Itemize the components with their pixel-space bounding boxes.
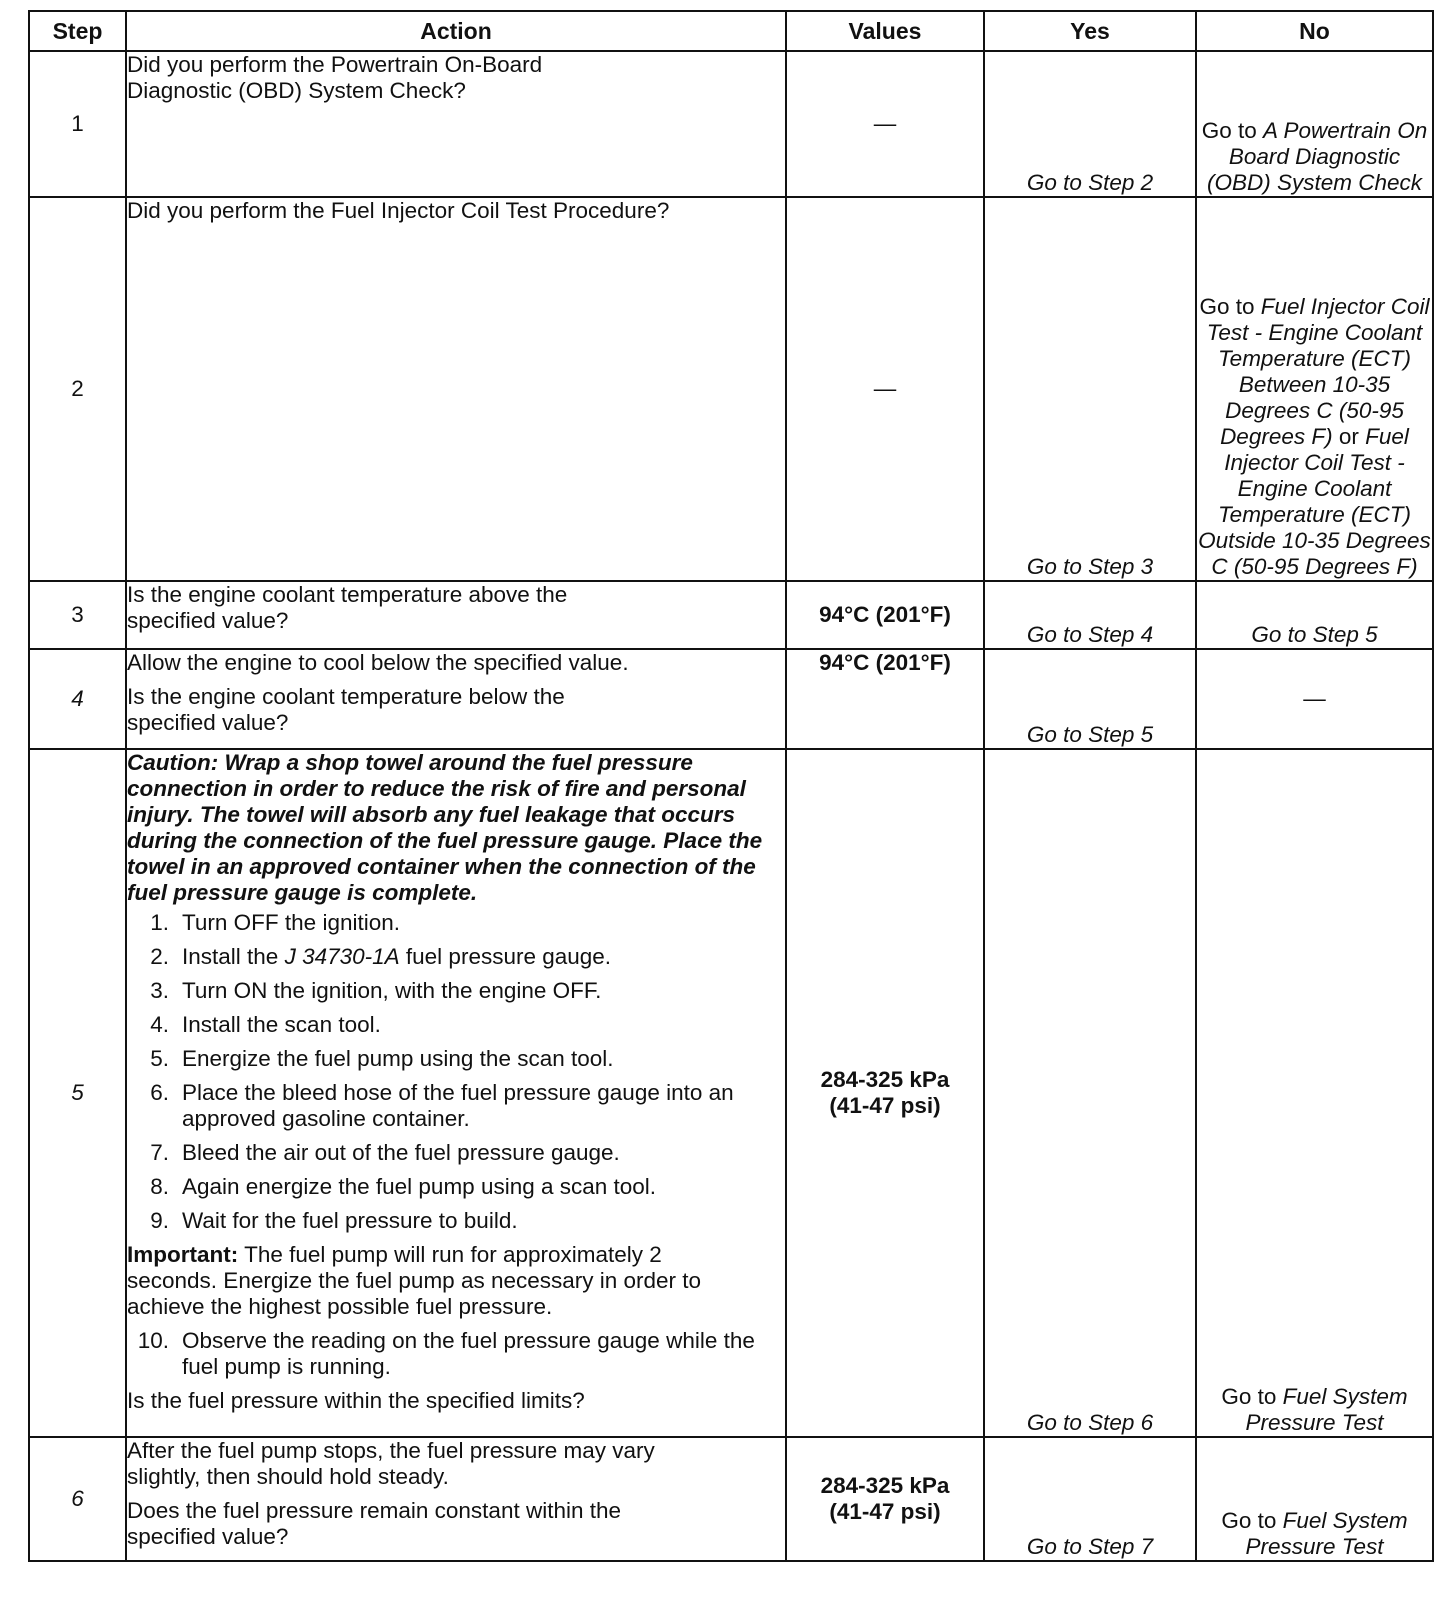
action-text [126,749,786,1437]
header-row [29,11,1433,51]
action-instruction: After the fuel pump stops, the fuel pressure may vary slightly, then should hold steady. [127,1438,655,1489]
header-no: No [1196,11,1433,51]
list-item [127,1012,785,1038]
list-item [127,1328,785,1380]
step-number: 1 [29,51,126,197]
list-number: 4. [150,1012,169,1037]
value-cell [786,749,984,1437]
no-prefix: Go to [1221,1508,1277,1533]
list-text: Install the [182,944,285,969]
table-row [29,197,1433,581]
no-reference-2: Fuel Injector Coil Test - Engine Coolant Temperature (ECT) Outside 10-35 Degrees C (50-95 Degrees F) [1198,424,1431,579]
yes-link[interactable]: Go to Step 4 [984,581,1196,649]
list-number: 3. [150,978,169,1003]
list-item [127,1080,785,1132]
table-row [29,1437,1433,1561]
list-item [127,944,785,970]
no-prefix: Go to [1201,118,1257,143]
yes-link[interactable]: Go to Step 7 [984,1437,1196,1561]
list-number: 7. [150,1140,169,1165]
list-text: Energize the fuel pump using the scan tool. [182,1046,614,1071]
action-question: Does the fuel pressure remain constant within the specified value? [127,1498,622,1549]
procedure-list-continued [127,1328,785,1380]
list-text: Install the scan tool. [182,1012,381,1037]
value-cell: 94°C (201°F) [786,581,984,649]
yes-link[interactable]: Go to Step 5 [984,649,1196,749]
list-text: Observe the reading on the fuel pressure gauge while the fuel pump is running. [182,1328,755,1379]
no-link[interactable]: Go to Step 5 [1196,581,1433,649]
action-text: Did you perform the Fuel Injector Coil Test Procedure? [126,197,786,581]
action-instruction: Allow the engine to cool below the specified value. [127,650,629,675]
header-action: Action [126,11,786,51]
table-row [29,51,1433,197]
table-row [29,581,1433,649]
action-question: Is the engine coolant temperature above the specified value? [127,582,568,633]
table-row [29,749,1433,1437]
procedure-list [127,910,785,1234]
no-reference: Fuel System Pressure Test [1245,1508,1408,1559]
no-reference: A Powertrain On Board Diagnostic (OBD) System Check [1206,118,1428,195]
list-item [127,1140,785,1166]
list-number: 9. [150,1208,169,1233]
value-kpa: 284-325 kPa [820,1067,950,1092]
value-psi: (41-47 psi) [829,1499,941,1524]
list-text: Place the bleed hose of the fuel pressure gauge into an approved gasoline container. [182,1080,734,1131]
no-link[interactable] [1196,51,1433,197]
list-text: Turn OFF the ignition. [182,910,401,935]
caution-note: Caution: Wrap a shop towel around the fuel pressure connection in order to reduce the risk of fire and personal injury. The towel will absorb any fuel leakage that occurs during the connection of the fuel pressure gauge. Place the towel in an approved container when the connection of the fuel pressure gauge is complete. [127,750,763,905]
no-link[interactable] [1196,749,1433,1437]
header-step: Step [29,11,126,51]
step-number-text: 6 [71,1486,84,1511]
list-item [127,910,785,936]
no-link[interactable] [1196,197,1433,581]
list-number: 1. [150,910,169,935]
value-psi: (41-47 psi) [829,1093,941,1118]
action-text [126,581,786,649]
action-question: Is the engine coolant temperature below the specified value? [127,684,565,735]
value-cell [786,1437,984,1561]
value-cell: — [786,51,984,197]
no-prefix: Go to [1199,294,1255,319]
list-text: Again energize the fuel pump using a scan tool. [182,1174,657,1199]
no-reference-1: Fuel Injector Coil Test - Engine Coolant Temperature (ECT) Between 10-35 Degrees C (50-95 Degrees F) [1206,294,1430,449]
important-note [127,1242,727,1320]
no-prefix: Go to [1221,1384,1277,1409]
important-text: The fuel pump will run for approximately 2 seconds. Energize the fuel pump as necessary in order to achieve the highest possible fuel pressure. [127,1242,702,1319]
list-text: Wait for the fuel pressure to build. [182,1208,518,1233]
list-number: 8. [150,1174,169,1199]
list-item [127,1208,785,1234]
list-item [127,1174,785,1200]
step-number [29,749,126,1437]
list-number: 10. [137,1328,169,1353]
table-row [29,649,1433,749]
action-text [126,1437,786,1561]
no-or: or [1338,424,1359,449]
list-item [127,978,785,1004]
yes-link[interactable]: Go to Step 2 [984,51,1196,197]
tool-number: J 34730-1A [284,944,400,969]
action-question: Did you perform the Powertrain On-Board Diagnostic (OBD) System Check? [127,52,543,103]
list-number: 6. [150,1080,169,1105]
no-cell: — [1196,649,1433,749]
value-kpa: 284-325 kPa [820,1473,950,1498]
action-text [126,51,786,197]
yes-link[interactable]: Go to Step 3 [984,197,1196,581]
header-yes: Yes [984,11,1196,51]
important-label: Important: [127,1242,239,1267]
list-text: Turn ON the ignition, with the engine OFF. [182,978,602,1003]
list-number: 2. [150,944,169,969]
step-number-text: 4 [71,686,84,711]
step-number-text: 5 [71,1080,84,1105]
step-number: 3 [29,581,126,649]
no-reference: Fuel System Pressure Test [1245,1384,1408,1435]
action-text [126,649,786,749]
list-item [127,1046,785,1072]
no-link[interactable] [1196,1437,1433,1561]
value-cell: 94°C (201°F) [786,649,984,749]
list-text: Bleed the air out of the fuel pressure gauge. [182,1140,620,1165]
value-cell: — [786,197,984,581]
action-question: Is the fuel pressure within the specified limits? [127,1388,585,1413]
yes-link[interactable]: Go to Step 6 [984,749,1196,1437]
list-number: 5. [150,1046,169,1071]
step-number [29,1437,126,1561]
list-text: fuel pressure gauge. [399,944,612,969]
step-number [29,649,126,749]
diagnostic-table [28,10,1434,1562]
step-number: 2 [29,197,126,581]
header-values: Values [786,11,984,51]
